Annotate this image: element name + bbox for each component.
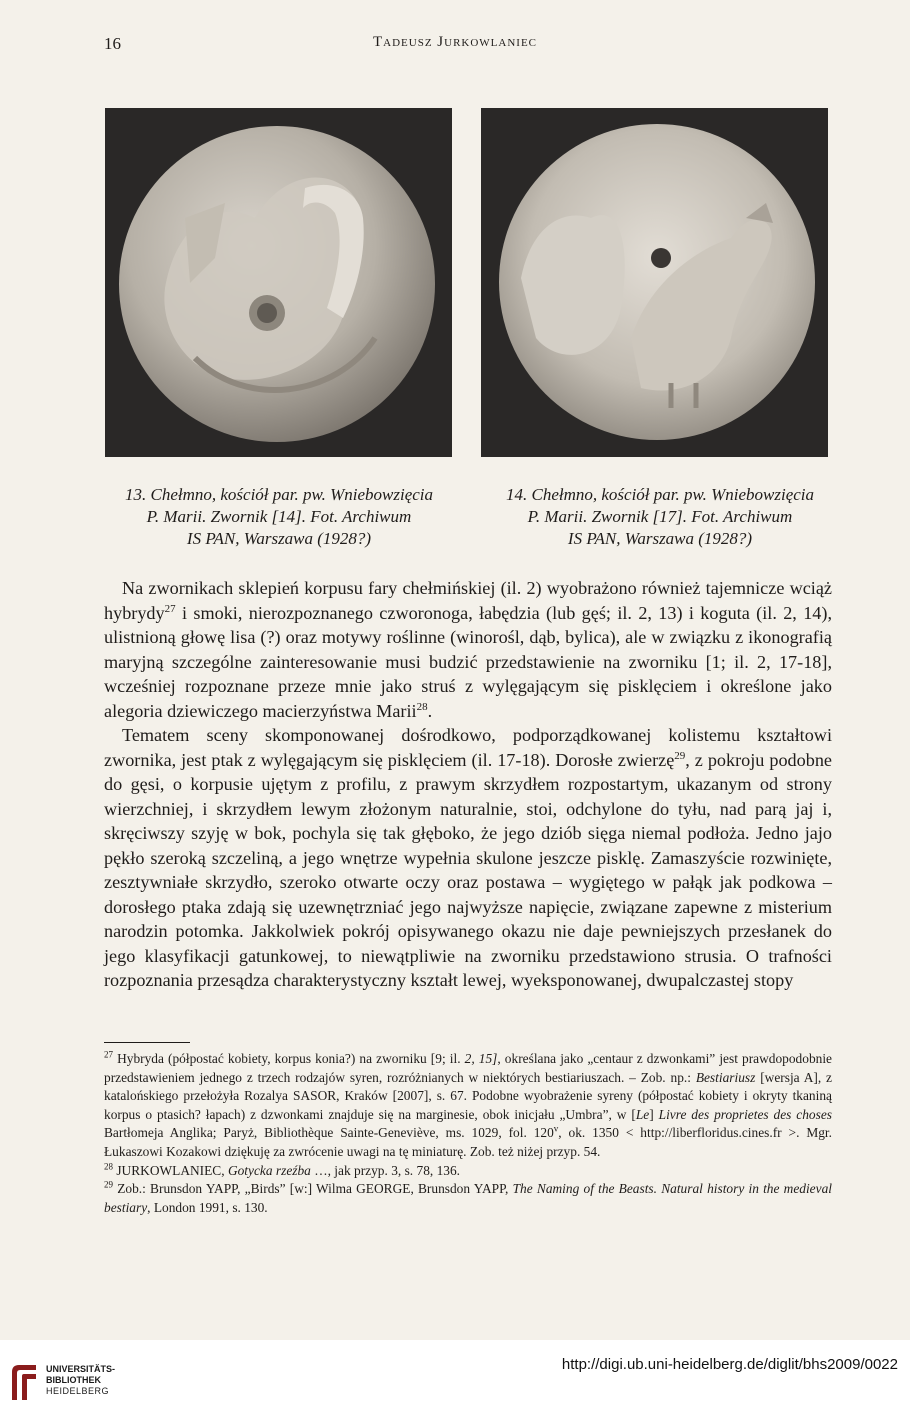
caption-line: 13. Chełmno, kościół par. pw. Wniebowzięcia bbox=[124, 485, 434, 504]
footnote-divider bbox=[104, 1042, 190, 1043]
text-run: , z pokroju podobne do gęsi, o korpusie ujętym z profilu, z prawym skrzydłem rozpostartym, ukazanym od strony wierzchniej, i skrzydłem lewym złożonym naturalnie, stoi, odchylone do tyłu, nad parą jaj i, skręciwszy szyję w bok, pochyla się tak głęboko, że jego dziób sięga niemal podłoża. Jedno jajo pękło szeroką szczeliną, a jego wnętrze wypełnia skulone jeszcze pisklę. Zamaszyście rozwinięte, zesztywniałe skrzydło, szeroko otwarte oczy oraz postawa – wygiętego w pałąk jak podkowa – dorosłego ptaka zdają się uzewnętrzniać jego najwyższe napięcie, związane zapewne z misterium narodzin potomka. Jakkolwiek pokrój opisywanego okazu nie daje pewniejszych przesłanek do jego klasyfikacji gatunkowej, to niewątpliwie na zworniku przedstawiono strusia. O trafności rozpoznania przesądza charakterystyczny kształt lewej, wyeksponowanej, dwupalczastej stopy bbox=[104, 749, 832, 990]
keystone-photo-rooster bbox=[481, 108, 828, 457]
caption-line: P. Marii. Zwornik [17]. Fot. Archiwum bbox=[527, 507, 793, 526]
footnotes bbox=[104, 1050, 832, 1217]
library-logo-icon bbox=[8, 1362, 40, 1402]
text-run: …, jak przyp. 3, s. 78, 136. bbox=[310, 1162, 461, 1178]
library-footer bbox=[0, 1340, 910, 1412]
text-run: , ok. 1350 < http://liberfloridus.cines.fr >. Mgr. Łukaszowi Kozakowi dziękuję za zwrócenie uwagi na tę miniaturę. Zob. też niżej przyp. 54. bbox=[104, 1125, 832, 1159]
library-name-line: BIBLIOTHEK bbox=[46, 1375, 101, 1385]
page-number: 16 bbox=[104, 34, 121, 53]
text-run: ] bbox=[649, 1106, 659, 1122]
text-run: JURKOWLANIEC, bbox=[113, 1162, 228, 1178]
footnote-27 bbox=[104, 1050, 832, 1162]
keystone-photo-swan bbox=[105, 108, 452, 457]
text-run: , London 1991, s. 130. bbox=[147, 1199, 268, 1215]
main-text bbox=[104, 576, 832, 993]
figure-caption-13 bbox=[90, 484, 468, 550]
source-url-link[interactable]: http://digi.ub.uni-heidelberg.de/diglit/bhs2009/0022 bbox=[561, 1356, 898, 1373]
text-run: Bestiariusz bbox=[695, 1069, 756, 1085]
text-run: Bartłomeja Anglika; Paryż, Bibliothèque Sainte-Geneviève, ms. 1029, fol. 120 bbox=[104, 1125, 554, 1141]
library-name-line: UNIVERSITÄTS- bbox=[46, 1364, 116, 1374]
text-run: Livre des proprietes des choses bbox=[658, 1106, 832, 1122]
footnote-ref[interactable]: 28 bbox=[416, 700, 428, 713]
text-run: Na zwornikach sklepień korpusu fary chełmińskiej (il. 2) wyobrażono również tajemnicze wciąż hybrydy bbox=[104, 578, 832, 623]
footnote-ref[interactable]: 29 bbox=[674, 749, 686, 762]
library-name-line: HEIDELBERG bbox=[46, 1386, 110, 1396]
library-name bbox=[46, 1364, 115, 1397]
text-run: Le bbox=[635, 1106, 650, 1122]
text-run: . bbox=[427, 700, 433, 721]
caption-line: IS PAN, Warszawa (1928?) bbox=[567, 529, 753, 548]
footnote-ref[interactable]: 27 bbox=[164, 602, 176, 615]
caption-line: P. Marii. Zwornik [14]. Fot. Archiwum bbox=[146, 507, 412, 526]
text-run: Zob.: Brunsdon YAPP, „Birds” [w:] Wilma GEORGE, Brunsdon YAPP, bbox=[113, 1181, 513, 1197]
caption-line: 14. Chełmno, kościół par. pw. Wniebowzięcia bbox=[505, 485, 815, 504]
text-run: [wersja A], z katalońskiego przełożyła Rozalya SASOR, Kraków [2007], s. 67. Podobne wyobrażenie syreny (półpostać kobiety i okryty tkaniną korpus o ptasich? łapach) z dzwonkami znajduje się na marginesie, obok inicjału „Umbra”, w [ bbox=[104, 1069, 832, 1122]
text-run: Tematem sceny skomponowanej dośrodkowo, podporządkowanej kolistemu kształtowi zwornika, jest ptak z wylęgającym się pisklęciem (il. 17-18). Dorosłe zwierzę bbox=[104, 725, 832, 770]
text-run: i smoki, nierozpoznanego czworonoga, łabędzia (lub gęś; il. 2, 13) i koguta (il. 2, 14), ulistnioną głowę lisa (?) oraz motywy roślinne (winorośl, dąb, bylica), ale w związku z ikonografią maryjną szczególne zainteresowanie musi budzić przedstawienie na zworniku [1; il. 2, 17-18], wcześniej rozpoznane przeze mnie jako struś z wylęgającym się pisklęciem i określone jako alegoria dziewiczego macierzyństwa Marii bbox=[104, 602, 832, 721]
text-run: Gotycka rzeźba bbox=[227, 1162, 311, 1178]
footnote-number: 29 bbox=[104, 1179, 113, 1190]
running-head: Tadeusz Jurkowlaniec bbox=[372, 34, 537, 50]
footnote-28 bbox=[104, 1162, 832, 1181]
paragraph bbox=[104, 723, 832, 993]
text-run: 2, 15] bbox=[464, 1051, 498, 1066]
text-run: The Naming of the Beasts. Natural history in the medieval bestiary bbox=[104, 1181, 832, 1215]
caption-line: IS PAN, Warszawa (1928?) bbox=[186, 529, 372, 548]
text-run: , określana jako „centaur z dzwonkami” jest prawdopodobnie przedstawieniem jednego z trzech rodzajów syren, rozróżnianych w niektórych bestiariuszach. – Zob. np.: bbox=[104, 1051, 832, 1085]
figure-caption-14 bbox=[471, 484, 849, 550]
footnote-number: 27 bbox=[104, 1049, 113, 1060]
footnote-29 bbox=[104, 1180, 832, 1217]
footnote-number: 28 bbox=[104, 1161, 113, 1172]
superscript: v bbox=[553, 1123, 559, 1134]
text-run: Hybryda (półpostać kobiety, korpus konia?) na zworniku [9; il. bbox=[113, 1051, 465, 1066]
paragraph bbox=[104, 576, 832, 723]
